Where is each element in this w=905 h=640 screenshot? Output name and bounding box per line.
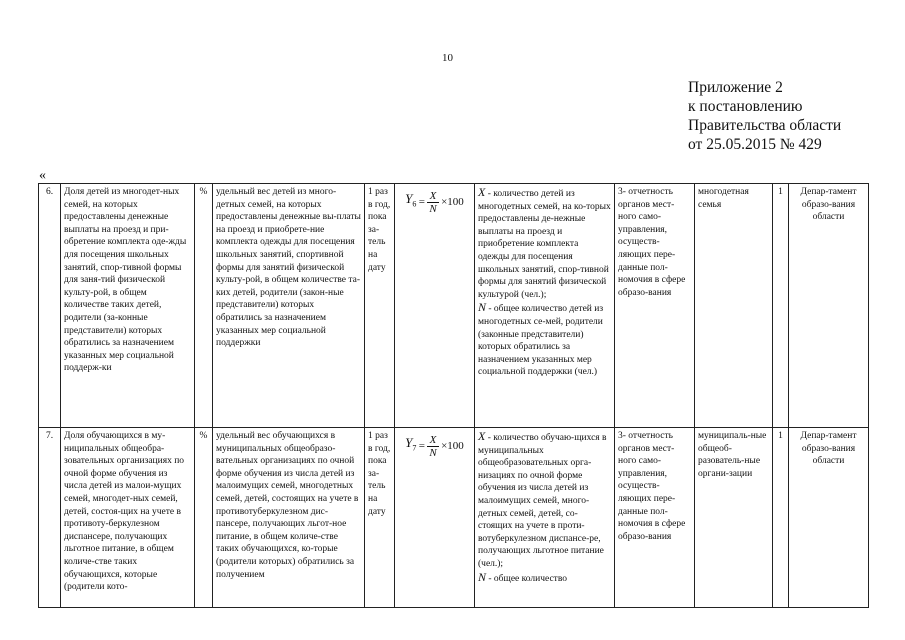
unit-cell: % xyxy=(195,184,213,428)
appendix-line-1: Приложение 2 xyxy=(688,79,783,96)
formula-y: $Y_6$ xyxy=(405,191,417,209)
row-number: 7. xyxy=(39,428,61,608)
source-cell: 3- отчетность органов мест-ного само-управления, осуществ-ляющих пере-данные пол-номочия в сфере образо-вания xyxy=(615,184,695,428)
n-description: - общее количество xyxy=(486,573,567,584)
population-cell: многодетная семья xyxy=(695,184,773,428)
appendix-line-4: от 25.05.2015 № 429 xyxy=(688,136,822,153)
formula-fraction xyxy=(427,434,438,459)
indicator-definition: удельный вес детей из много-детных семей, на которых предоставлены денежные вы-платы на проезд и приобрете-ние комплекта одежды для посещения школьных занятий, спортивной формы для занятий физической культу-рой, в общем количестве та-ких детей, родители (закон-ные представители) которых обратились за назначением указанных мер социальной поддержки xyxy=(213,184,365,428)
appendix-line-2: к постановлению xyxy=(688,98,803,115)
x-description: - количество обучаю-щихся в муниципальных общеобразовательных орга-низациях по очной форме обучения из числа детей из малоимущих семей, много-детных семей, детей, со-стоящих на учете в проти-вотуберкулезном диспансе-ре, получающих льготное питание (чел.); xyxy=(478,433,607,569)
formula-tail: ×100 xyxy=(441,440,464,453)
x-variable: X xyxy=(478,185,486,199)
row-number: 6. xyxy=(39,184,61,428)
indicator-name: Доля обучающихся в му-ниципальных общеобра-зовательных организациях по очной форме обучения из числа детей из малои-мущих семей, многодет-ных семей, детей, состоя-щих на учете в противоту-беркулезном диспансере, получающих льготное питание, в общем количе-стве таких обучающихся, которые (родители кото- xyxy=(61,428,195,608)
appendix-header xyxy=(688,78,841,154)
formula-denominator: N xyxy=(429,203,437,215)
responsible-cell: Депар-тамент образо-вания области xyxy=(789,184,869,428)
formula-y: $Y_7$ xyxy=(405,435,417,453)
variables-cell xyxy=(475,428,615,608)
variables-cell xyxy=(475,184,615,428)
formula-numerator: X xyxy=(427,190,438,203)
population-cell: муниципаль-ные общеоб-разователь-ные органи-зации xyxy=(695,428,773,608)
appendix-line-3: Правительства области xyxy=(688,117,842,134)
x-description: - количество детей из многодетных семей, на ко-торых предоставлены де-нежные выплаты на проезд и приобретение комплекта одежды для посещения школьных занятий, спор-тивной формы для занятий физической культурой (чел.); xyxy=(478,189,611,300)
source-cell: 3- отчетность органов мест-ного само-управления, осуществ-ляющих пере-данные пол-номочия в сфере образо-вания xyxy=(615,428,695,608)
periodicity-cell: 1 раз в год, пока за-тель на дату xyxy=(365,428,395,608)
method-cell: 1 xyxy=(773,184,789,428)
n-variable: N xyxy=(478,300,487,315)
page-number: 10 xyxy=(442,52,453,64)
responsible-cell: Депар-тамент образо-вания области xyxy=(789,428,869,608)
open-quote: « xyxy=(39,168,46,183)
table-row xyxy=(39,428,869,608)
indicator-definition: удельный вес обучающихся в муниципальных общеобразо-вательных организациях по очной форме обучения из числа детей из малоимущих семей, многодетных семей, детей, состоящих на учете в противотуберкулезном дис-пансере, получающих льгот-ное питание, в общем количе-стве таких обучающихся, ко-торые (родители которых) обратились за получением xyxy=(213,428,365,608)
formula-tail: ×100 xyxy=(441,196,464,209)
formula-fraction xyxy=(427,190,438,215)
table-row xyxy=(39,184,869,428)
x-variable: X xyxy=(478,429,486,443)
indicator-name: Доля детей из многодет-ных семей, на которых предоставлены денежные выплаты на проезд и при-обретение комплекта оде-жды для посещения школьных занятий, спор-тивной формы для заня-тий физической культу-рой, в общем количестве таких детей, родители (за-конные представители) которых обратились за назначением указанных мер социальной поддерж-ки xyxy=(61,184,195,428)
method-cell: 1 xyxy=(773,428,789,608)
formula-cell: $Y_7$ = $\frac{X}{N}$ ×100 xyxy=(395,428,475,608)
periodicity-cell: 1 раз в год, пока за-тель на дату xyxy=(365,184,395,428)
n-description: - общее количество детей из многодетных се-мей, родители (законные представители) которых обратились за назначением указанных мер социальной поддержки (чел.) xyxy=(478,304,604,378)
indicators-table xyxy=(38,183,869,608)
unit-cell: % xyxy=(195,428,213,608)
n-variable: N xyxy=(478,569,487,584)
formula-numerator: X xyxy=(427,434,438,447)
formula-denominator: N xyxy=(429,447,437,459)
formula-cell: $Y_6$ = $\frac{X}{N}$ ×100 xyxy=(395,184,475,428)
